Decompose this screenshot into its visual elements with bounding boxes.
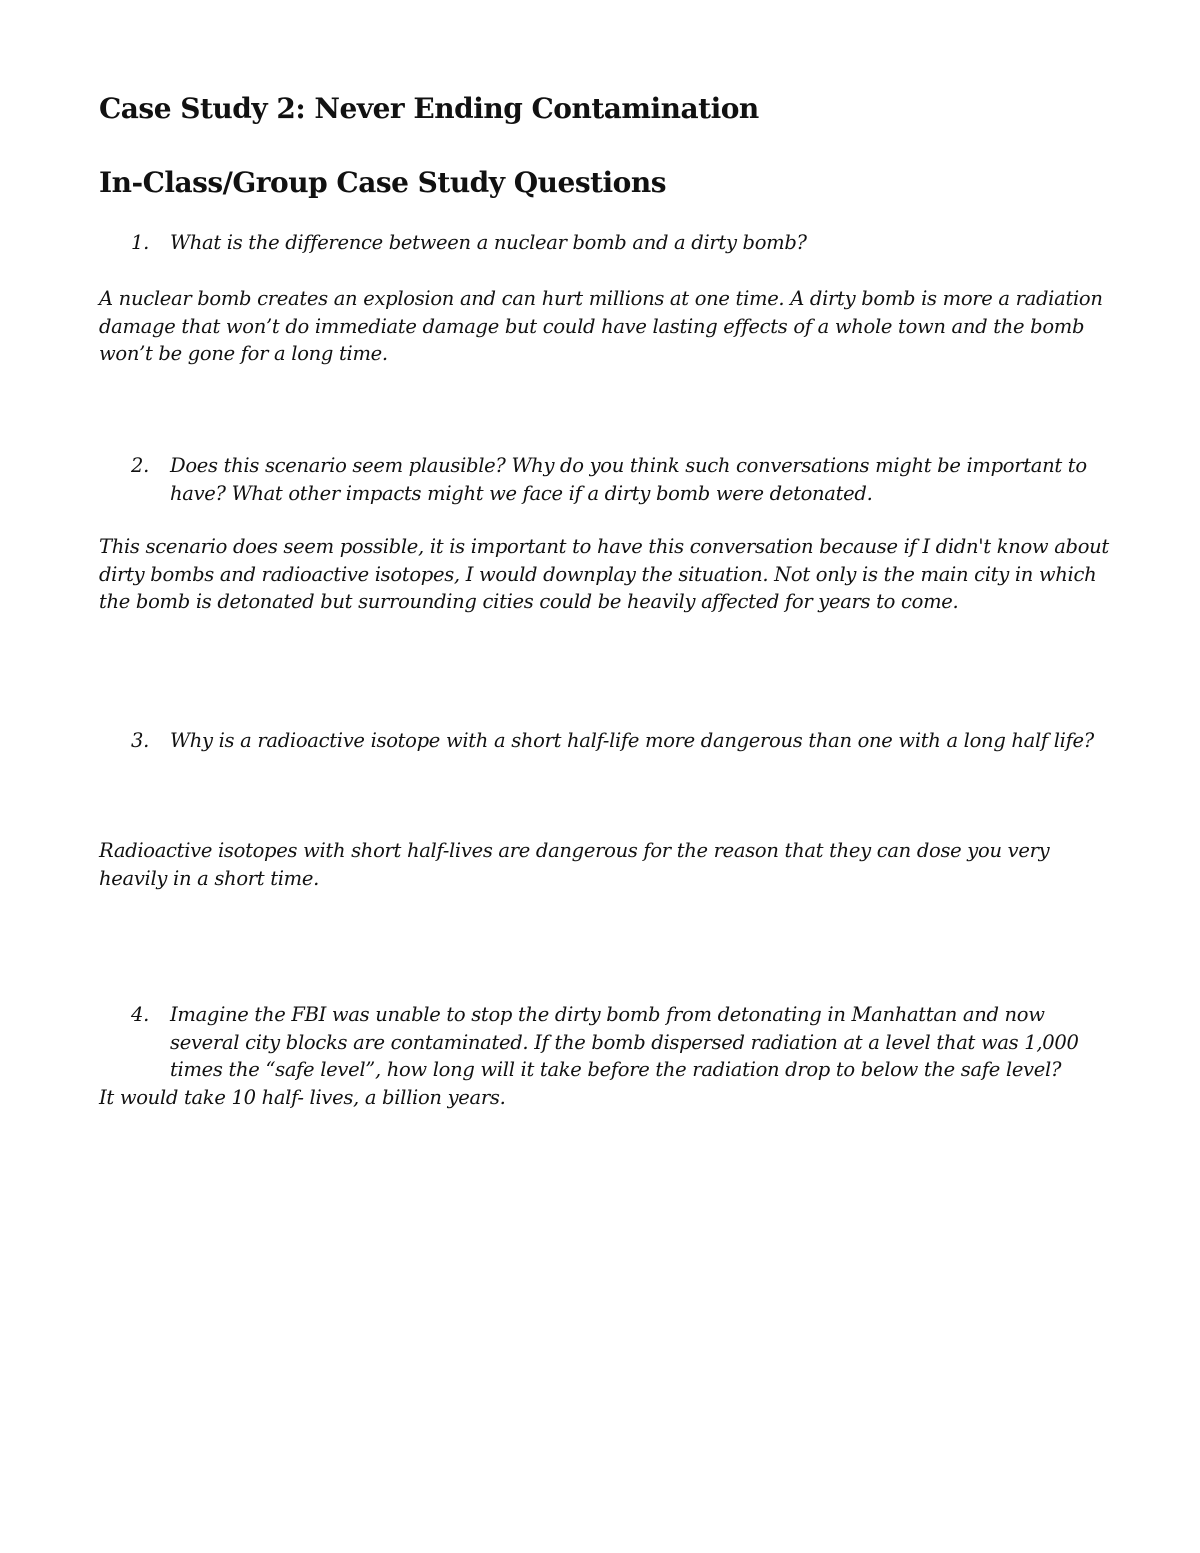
answer-3: Radioactive isotopes with short half-lives are dangerous for the reason that they can dose you very heavily in a short time. [99,839,1050,890]
question-number: 4. [131,1003,150,1026]
question-3 [131,727,1111,755]
question-1 [131,229,1111,257]
question-text: Imagine the FBI was unable to stop the dirty bomb from detonating in Manhattan and now several city blocks are contaminated. If the bomb dispersed radiation at a level that was 1,000 times the “safe level”, how long will it take before the radiation drop to below the safe level? [170,1003,1079,1081]
question-2 [131,452,1111,507]
answer-4: It would take 10 half- lives, a billion years. [99,1086,506,1109]
question-text: What is the difference between a nuclear bomb and a dirty bomb? [170,231,807,254]
answer-2: This scenario does seem possible, it is important to have this conversation because if I didn't know about dirty bombs and radioactive isotopes, I would downplay the situation. Not only is the main city in which the bomb is detonated but surrounding cities could be heavily affected for years to come. [99,535,1109,613]
document-title: Case Study 2: Never Ending Contamination [99,92,759,125]
question-number: 3. [131,729,150,752]
question-number: 1. [131,231,150,254]
question-number: 2. [131,454,150,477]
answer-1: A nuclear bomb creates an explosion and can hurt millions at one time. A dirty bomb is more a radiation damage that won’t do immediate damage but could have lasting effects of a whole town and the bomb won’t be gone for a long time. [99,287,1103,365]
question-4 [131,1001,1111,1084]
section-heading: In-Class/Group Case Study Questions [99,166,666,199]
question-text: Does this scenario seem plausible? Why do you think such conversations might be important to have? What other impacts might we face if a dirty bomb were detonated. [170,454,1087,505]
question-text: Why is a radioactive isotope with a short half-life more dangerous than one with a long half life? [170,729,1094,752]
